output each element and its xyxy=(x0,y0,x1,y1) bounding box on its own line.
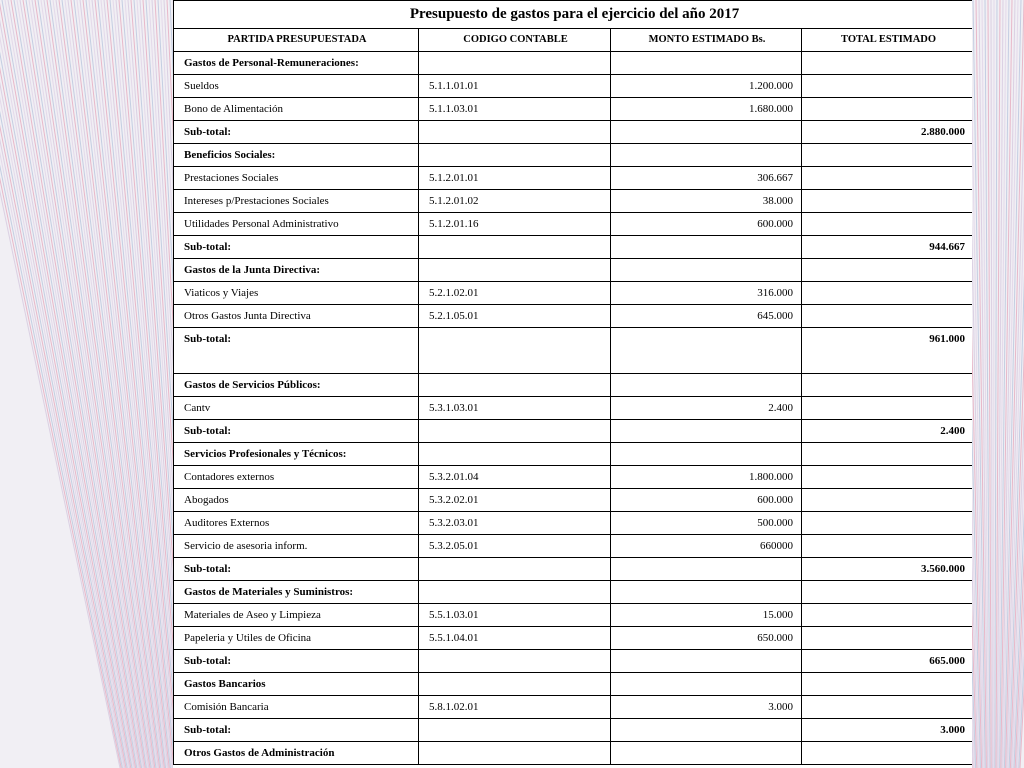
header-total: TOTAL ESTIMADO xyxy=(802,29,973,52)
subtotal-value: 2.880.000 xyxy=(802,121,973,144)
item-label: Materiales de Aseo y Limpieza xyxy=(174,604,419,627)
item-code: 5.3.2.03.01 xyxy=(419,512,611,535)
budget-table xyxy=(173,0,972,765)
item-label: Auditores Externos xyxy=(174,512,419,535)
subtotal-value: 2.400 xyxy=(802,420,973,443)
total-cell xyxy=(802,374,973,397)
code-cell xyxy=(419,420,611,443)
item-label: Contadores externos xyxy=(174,466,419,489)
table-title: Presupuesto de gastos para el ejercicio del año 2017 xyxy=(174,1,973,29)
code-cell xyxy=(419,443,611,466)
item-label: Otros Gastos Junta Directiva xyxy=(174,305,419,328)
subtotal-row xyxy=(174,121,973,144)
item-row xyxy=(174,604,973,627)
total-cell xyxy=(802,673,973,696)
item-amount: 306.667 xyxy=(611,167,802,190)
section-row xyxy=(174,673,973,696)
amount-cell xyxy=(611,144,802,167)
subtotal-row xyxy=(174,328,973,374)
header-partida: PARTIDA PRESUPUESTADA xyxy=(174,29,419,52)
item-amount: 500.000 xyxy=(611,512,802,535)
item-amount: 650.000 xyxy=(611,627,802,650)
header-monto: MONTO ESTIMADO Bs. xyxy=(611,29,802,52)
amount-cell xyxy=(611,374,802,397)
code-cell xyxy=(419,52,611,75)
section-label: Gastos de Personal-Remuneraciones: xyxy=(174,52,419,75)
code-cell xyxy=(419,719,611,742)
section-label: Gastos de la Junta Directiva: xyxy=(174,259,419,282)
total-cell xyxy=(802,443,973,466)
total-cell xyxy=(802,305,973,328)
total-cell xyxy=(802,627,973,650)
item-label: Papeleria y Utiles de Oficina xyxy=(174,627,419,650)
item-row xyxy=(174,489,973,512)
total-cell xyxy=(802,604,973,627)
section-row xyxy=(174,581,973,604)
total-cell xyxy=(802,282,973,305)
section-label: Gastos de Servicios Públicos: xyxy=(174,374,419,397)
subtotal-row xyxy=(174,558,973,581)
total-cell xyxy=(802,98,973,121)
item-code: 5.1.2.01.16 xyxy=(419,213,611,236)
section-row xyxy=(174,144,973,167)
amount-cell xyxy=(611,558,802,581)
total-cell xyxy=(802,489,973,512)
code-cell xyxy=(419,374,611,397)
code-cell xyxy=(419,558,611,581)
item-label: Viaticos y Viajes xyxy=(174,282,419,305)
item-label: Abogados xyxy=(174,489,419,512)
item-row xyxy=(174,535,973,558)
subtotal-value: 3.560.000 xyxy=(802,558,973,581)
total-cell xyxy=(802,742,973,765)
code-cell xyxy=(419,144,611,167)
section-label: Servicios Profesionales y Técnicos: xyxy=(174,443,419,466)
subtotal-label: Sub-total: xyxy=(174,121,419,144)
code-cell xyxy=(419,328,611,374)
total-cell xyxy=(802,581,973,604)
item-label: Sueldos xyxy=(174,75,419,98)
item-row xyxy=(174,696,973,719)
total-cell xyxy=(802,167,973,190)
subtotal-label: Sub-total: xyxy=(174,420,419,443)
subtotal-row xyxy=(174,420,973,443)
item-code: 5.3.2.02.01 xyxy=(419,489,611,512)
item-amount: 2.400 xyxy=(611,397,802,420)
header-row xyxy=(174,29,973,52)
total-cell xyxy=(802,190,973,213)
section-row xyxy=(174,374,973,397)
amount-cell xyxy=(611,719,802,742)
item-row xyxy=(174,167,973,190)
subtotal-label: Sub-total: xyxy=(174,236,419,259)
amount-cell xyxy=(611,236,802,259)
budget-document xyxy=(173,0,972,768)
item-row xyxy=(174,397,973,420)
item-code: 5.8.1.02.01 xyxy=(419,696,611,719)
item-code: 5.3.1.03.01 xyxy=(419,397,611,420)
total-cell xyxy=(802,144,973,167)
subtotal-label: Sub-total: xyxy=(174,558,419,581)
total-cell xyxy=(802,512,973,535)
total-cell xyxy=(802,397,973,420)
item-code: 5.5.1.03.01 xyxy=(419,604,611,627)
item-code: 5.2.1.05.01 xyxy=(419,305,611,328)
item-amount: 15.000 xyxy=(611,604,802,627)
item-row xyxy=(174,190,973,213)
section-label: Beneficios Sociales: xyxy=(174,144,419,167)
code-cell xyxy=(419,121,611,144)
section-label: Otros Gastos de Administración xyxy=(174,742,419,765)
item-label: Utilidades Personal Administrativo xyxy=(174,213,419,236)
item-code: 5.1.2.01.01 xyxy=(419,167,611,190)
item-code: 5.1.1.03.01 xyxy=(419,98,611,121)
amount-cell xyxy=(611,328,802,374)
item-amount: 1.680.000 xyxy=(611,98,802,121)
amount-cell xyxy=(611,259,802,282)
item-code: 5.1.1.01.01 xyxy=(419,75,611,98)
item-row xyxy=(174,75,973,98)
item-label: Comisión Bancaria xyxy=(174,696,419,719)
item-label: Servicio de asesoria inform. xyxy=(174,535,419,558)
total-cell xyxy=(802,466,973,489)
subtotal-value: 3.000 xyxy=(802,719,973,742)
total-cell xyxy=(802,75,973,98)
item-amount: 660000 xyxy=(611,535,802,558)
code-cell xyxy=(419,581,611,604)
total-cell xyxy=(802,535,973,558)
amount-cell xyxy=(611,742,802,765)
item-amount: 316.000 xyxy=(611,282,802,305)
item-code: 5.1.2.01.02 xyxy=(419,190,611,213)
item-amount: 1.200.000 xyxy=(611,75,802,98)
item-label: Intereses p/Prestaciones Sociales xyxy=(174,190,419,213)
section-label: Gastos de Materiales y Suministros: xyxy=(174,581,419,604)
section-row xyxy=(174,259,973,282)
section-label: Gastos Bancarios xyxy=(174,673,419,696)
subtotal-value: 961.000 xyxy=(802,328,973,374)
item-amount: 38.000 xyxy=(611,190,802,213)
item-row xyxy=(174,305,973,328)
amount-cell xyxy=(611,650,802,673)
amount-cell xyxy=(611,52,802,75)
item-row xyxy=(174,213,973,236)
item-amount: 600.000 xyxy=(611,213,802,236)
code-cell xyxy=(419,259,611,282)
total-cell xyxy=(802,696,973,719)
section-row xyxy=(174,742,973,765)
item-row xyxy=(174,98,973,121)
code-cell xyxy=(419,650,611,673)
total-cell xyxy=(802,213,973,236)
item-row xyxy=(174,512,973,535)
item-row xyxy=(174,627,973,650)
item-amount: 600.000 xyxy=(611,489,802,512)
item-row xyxy=(174,466,973,489)
code-cell xyxy=(419,673,611,696)
subtotal-row xyxy=(174,236,973,259)
subtotal-row xyxy=(174,650,973,673)
subtotal-value: 665.000 xyxy=(802,650,973,673)
subtotal-value: 944.667 xyxy=(802,236,973,259)
amount-cell xyxy=(611,420,802,443)
item-amount: 645.000 xyxy=(611,305,802,328)
header-codigo: CODIGO CONTABLE xyxy=(419,29,611,52)
total-cell xyxy=(802,52,973,75)
section-row xyxy=(174,443,973,466)
code-cell xyxy=(419,742,611,765)
item-code: 5.5.1.04.01 xyxy=(419,627,611,650)
item-label: Bono de Alimentación xyxy=(174,98,419,121)
item-row xyxy=(174,282,973,305)
section-row xyxy=(174,52,973,75)
item-code: 5.3.2.05.01 xyxy=(419,535,611,558)
total-cell xyxy=(802,259,973,282)
item-label: Prestaciones Sociales xyxy=(174,167,419,190)
amount-cell xyxy=(611,121,802,144)
item-code: 5.3.2.01.04 xyxy=(419,466,611,489)
amount-cell xyxy=(611,443,802,466)
subtotal-label: Sub-total: xyxy=(174,328,419,374)
item-code: 5.2.1.02.01 xyxy=(419,282,611,305)
item-label: Cantv xyxy=(174,397,419,420)
item-amount: 1.800.000 xyxy=(611,466,802,489)
subtotal-label: Sub-total: xyxy=(174,719,419,742)
subtotal-label: Sub-total: xyxy=(174,650,419,673)
code-cell xyxy=(419,236,611,259)
subtotal-row xyxy=(174,719,973,742)
amount-cell xyxy=(611,673,802,696)
item-amount: 3.000 xyxy=(611,696,802,719)
amount-cell xyxy=(611,581,802,604)
